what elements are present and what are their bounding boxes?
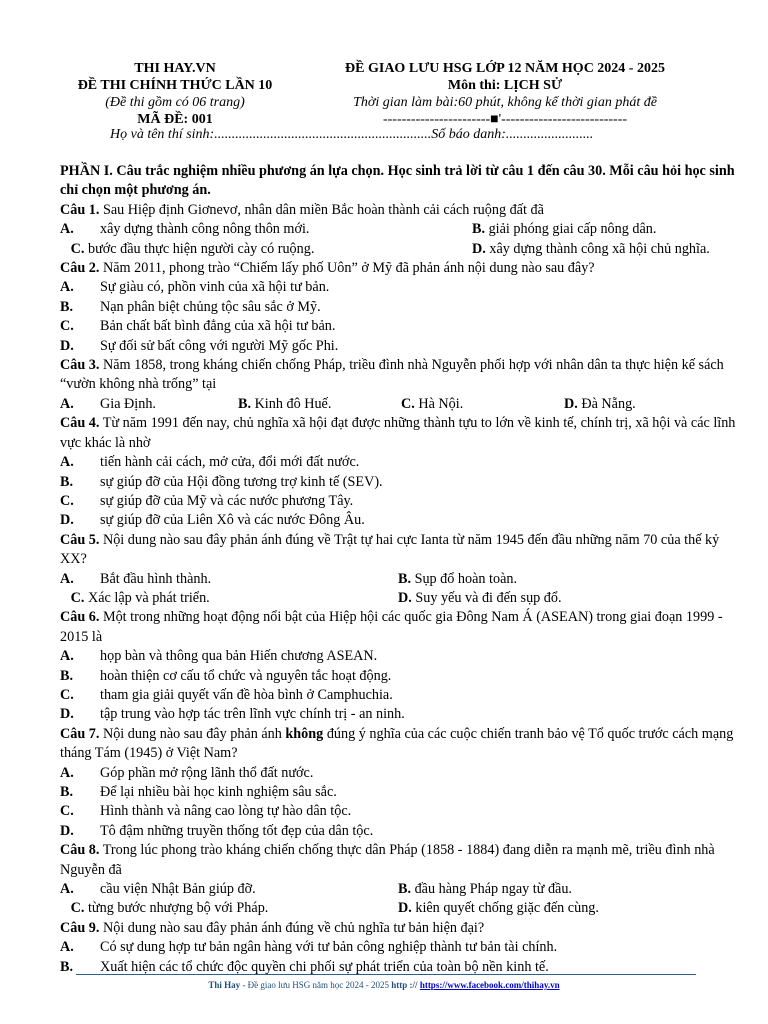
option-row-a	[60, 647, 736, 666]
option-row-b	[60, 667, 736, 686]
exam-title: ĐỀ GIAO LƯU HSG LỚP 12 NĂM HỌC 2024 - 2025	[345, 61, 665, 76]
option-row-c	[60, 686, 736, 705]
question-text: Năm 2011, phong trào “Chiếm lấy phố Uôn” ở Mỹ đã phản ánh nội dung nào sau đây?	[99, 260, 595, 277]
option-key: C.	[70, 589, 85, 606]
option-d: xây dựng thành công xã hội chủ nghĩa.	[485, 240, 710, 257]
option-key: A.	[60, 570, 74, 587]
option-c: tham gia giải quyết vấn đề hòa bình ở Camphuchia.	[100, 686, 393, 703]
option-key: A.	[60, 939, 74, 956]
question-3	[60, 356, 736, 395]
option-d: sự giúp đỡ của Liên Xô và các nước Đông Âu.	[100, 512, 365, 529]
question-text: Năm 1858, trong kháng chiến chống Pháp, triều đình nhà Nguyễn phối hợp với nhân dân ta thực hiện kế sách “vườn không nhà trống” tại	[60, 357, 724, 393]
option-b: Nạn phân biệt chủng tộc sâu sắc ở Mỹ.	[100, 298, 321, 315]
option-key: C.	[70, 900, 85, 917]
option-c: từng bước nhượng bộ với Pháp.	[84, 900, 269, 917]
option-row-c	[60, 317, 736, 336]
question-number: Câu 4.	[60, 415, 100, 432]
option-row-c	[60, 492, 736, 511]
question-text: Một trong những hoạt động nổi bật của Hiệp hội các quốc gia Đông Nam Á (ASEAN) trong giai đoạn 1999 - 2015 là	[60, 609, 723, 645]
option-key: D.	[60, 337, 74, 354]
option-key: C.	[60, 803, 74, 820]
option-a: xây dựng thành công nông thôn mới.	[100, 221, 310, 238]
question-text: Nội dung nào sau đây phản ánh đúng về Trật tự hai cực Ianta từ năm 1945 đến đầu những năm 70 của thế kỷ XX?	[60, 531, 720, 568]
question-6	[60, 608, 736, 647]
question-text: Nội dung nào sau đây phản ánh	[99, 725, 286, 742]
question-9	[60, 919, 736, 938]
question-number: Câu 8.	[60, 842, 100, 859]
question-text: Nội dung nào sau đây phản ánh đúng về chủ nghĩa tư bản hiện đại?	[99, 919, 485, 936]
option-key: B.	[60, 298, 74, 315]
option-b: giải phóng giai cấp nông dân.	[485, 221, 657, 238]
footer-link[interactable]: https://www.facebook.com/thihay.vn	[419, 980, 560, 990]
question-text-cont: đúng ý nghĩa của các cuộc chiến tranh bảo vệ Tổ quốc trước cách mạng tháng Tám (1945) ở Việt Nam?	[60, 725, 734, 762]
option-key: A.	[60, 881, 74, 898]
option-key: D.	[564, 395, 578, 412]
question-emphasis: không	[285, 725, 324, 742]
option-b: đầu hàng Pháp ngay từ đầu.	[411, 881, 572, 898]
question-number: Câu 9.	[60, 919, 100, 936]
option-b: Kinh đô Huế.	[251, 395, 332, 412]
option-row-a	[60, 764, 736, 783]
time-limit: Thời gian làm bài:60 phút, không kể thời gian phát đề	[353, 95, 657, 110]
option-row-a	[60, 453, 736, 472]
option-d: Đà Nẵng.	[577, 395, 636, 412]
option-key: D.	[472, 240, 486, 257]
option-a: Bắt đầu hình thành.	[100, 570, 212, 587]
question-number: Câu 1.	[60, 201, 100, 218]
options-row	[60, 395, 736, 414]
option-key: C.	[60, 492, 74, 509]
option-d: Suy yếu và đi đến sụp đổ.	[411, 589, 562, 606]
option-d: Sự đối sử bất công với người Mỹ gốc Phi.	[100, 337, 339, 354]
question-number: Câu 3.	[60, 357, 100, 374]
option-key: A.	[60, 648, 74, 665]
question-text: Trong lúc phong trào kháng chiến chống thực dân Pháp (1858 - 1884) đang diễn ra mạnh mẽ, triều đình nhà Nguyễn đã	[60, 842, 715, 878]
option-key: B.	[472, 221, 486, 238]
option-b: hoàn thiện cơ cấu tổ chức và nguyên tắc hoạt động.	[100, 667, 392, 684]
option-d: kiên quyết chống giặc đến cùng.	[411, 900, 599, 917]
footer-http: http ://	[391, 980, 420, 990]
option-row-d	[60, 822, 736, 841]
part-heading: PHẦN I. Câu trắc nghiệm nhiều phương án lựa chọn. Học sinh trả lời từ câu 1 đến câu 30. Mỗi câu hỏi học sinh chỉ chọn một phương án.	[60, 163, 735, 199]
options-row	[60, 570, 736, 589]
option-b: Để lại nhiều bài học kinh nghiệm sâu sắc.	[100, 784, 337, 800]
option-row-b	[60, 298, 736, 317]
option-key: D.	[398, 900, 412, 917]
option-row-d	[60, 337, 736, 356]
exam-content	[60, 162, 736, 977]
option-key: A.	[60, 764, 74, 781]
question-2	[60, 259, 736, 278]
option-key: B.	[60, 784, 74, 800]
option-row-a	[60, 278, 736, 297]
option-c: Bản chất bất bình đẳng của xã hội tư bản.	[100, 318, 336, 335]
options-row	[60, 589, 736, 608]
option-a: Góp phần mở rộng lãnh thổ đất nước.	[100, 764, 314, 781]
option-b: Sụp đổ hoàn toàn.	[411, 570, 518, 587]
option-key: D.	[60, 822, 74, 839]
option-b: sự giúp đỡ của Hội đồng tương trợ kinh tế (SEV).	[100, 473, 383, 490]
option-b: Xuất hiện các tổ chức độc quyền chi phối sự phát triển của toàn bộ nền kinh tế.	[100, 958, 549, 975]
option-d: tập trung vào hợp tác trên lĩnh vực chính trị - an ninh.	[100, 706, 405, 723]
option-key: A.	[60, 221, 74, 238]
official-label: ĐỀ THI CHÍNH THỨC LẦN 10	[77, 78, 273, 93]
separator: -----------------------■'---------------------------	[382, 112, 628, 127]
option-row-d	[60, 511, 736, 530]
site-name: THI HAY.VN	[134, 61, 216, 76]
footer-divider	[76, 974, 696, 975]
options-row	[60, 880, 736, 899]
option-key: B.	[398, 881, 412, 898]
option-key: A.	[60, 454, 74, 471]
question-number: Câu 6.	[60, 609, 100, 626]
subject: Môn thi: LỊCH SỬ	[447, 78, 563, 93]
option-c: Xác lập và phát triển.	[84, 589, 210, 606]
option-key: A.	[60, 279, 74, 296]
question-number: Câu 2.	[60, 260, 100, 277]
page-count: (Đề thi gồm có 06 trang)	[105, 95, 245, 110]
option-a: Có sự dung hợp tư bản ngân hàng với tư bản công nghiệp thành tư bản tài chính.	[100, 939, 558, 956]
option-key: D.	[398, 589, 412, 606]
option-key: B.	[238, 395, 252, 412]
option-c: sự giúp đỡ của Mỹ và các nước phương Tây.	[100, 492, 354, 509]
exam-code: MÃ ĐỀ: 001	[137, 112, 213, 127]
question-1	[60, 201, 736, 220]
option-key: B.	[60, 958, 74, 975]
option-c: Hình thành và nâng cao lòng tự hào dân tộc.	[100, 803, 352, 820]
option-row-d	[60, 705, 736, 724]
option-a: Sự giàu có, phồn vinh của xã hội tư bản.	[100, 279, 330, 296]
option-key: B.	[60, 473, 74, 490]
question-text: Từ năm 1991 đến nay, chủ nghĩa xã hội đạt được những thành tựu to lớn về kinh tế, chính trị, xã hội và các lĩnh vực khác là nhờ	[60, 415, 736, 451]
header-right	[315, 60, 695, 128]
option-key: D.	[60, 512, 74, 529]
option-a: cầu viện Nhật Bản giúp đỡ.	[100, 881, 256, 898]
footer-brand: Thi Hay	[208, 980, 241, 990]
question-4	[60, 414, 736, 453]
option-key: C.	[60, 686, 74, 703]
option-key: C.	[60, 318, 74, 335]
option-a: Gia Định.	[100, 395, 156, 412]
question-text: Sau Hiệp định Giơnevơ, nhân dân miền Bắc hoàn thành cải cách ruộng đất đã	[99, 201, 544, 218]
option-row-b	[60, 783, 736, 802]
question-5	[60, 531, 736, 570]
question-number: Câu 7.	[60, 725, 100, 742]
options-row	[60, 899, 736, 918]
option-key: C.	[70, 240, 85, 257]
footer-text: - Đề giao lưu HSG năm học 2024 - 2025	[240, 980, 392, 990]
header-left	[60, 60, 290, 128]
option-a: họp bàn và thông qua bản Hiến chương ASEAN.	[100, 648, 378, 665]
page-footer	[0, 980, 768, 990]
option-c: Hà Nội.	[414, 395, 464, 412]
option-key: B.	[60, 667, 74, 684]
option-row-c	[60, 802, 736, 821]
option-key: B.	[398, 570, 412, 587]
candidate-info: Họ và tên thí sinh:..............................................................Số báo danh:.........................	[110, 127, 594, 142]
option-d: Tô đậm những truyền thống tốt đẹp của dân tộc.	[100, 822, 374, 839]
option-a: tiến hành cải cách, mở cửa, đổi mới đất nước.	[100, 454, 360, 471]
options-row	[60, 240, 736, 259]
option-key: D.	[60, 706, 74, 723]
option-c: bước đầu thực hiện người cày có ruộng.	[84, 240, 315, 257]
option-key: C.	[401, 395, 415, 412]
question-7	[60, 725, 736, 764]
option-row-b	[60, 473, 736, 492]
option-row-a	[60, 938, 736, 957]
question-number: Câu 5.	[60, 531, 100, 548]
option-key: A.	[60, 395, 74, 412]
options-row	[60, 220, 736, 239]
question-8	[60, 841, 736, 880]
